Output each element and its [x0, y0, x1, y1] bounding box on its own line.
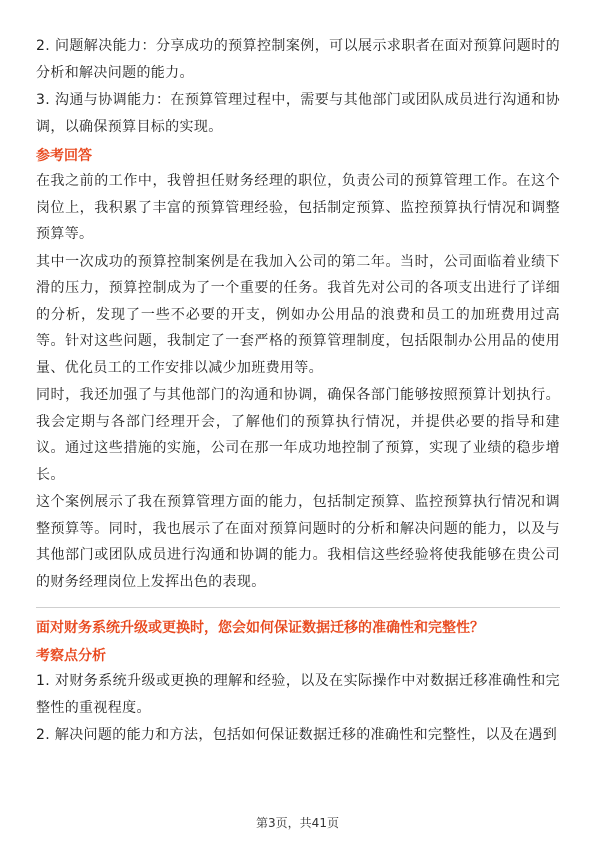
analysis-heading: 考察点分析	[36, 648, 106, 664]
answer-paragraph-1: 在我之前的工作中，我曾担任财务经理的职位，负责公司的预算管理工作。在这个岗位上，我积累了丰富的预算管理经验，包括制定预算、监控预算执行情况和调整预算等。	[36, 173, 560, 242]
intro-item-2: 2. 问题解决能力：分享成功的预算控制案例，可以展示求职者在面对预算问题时的分析和解决问题的能力。	[36, 38, 560, 81]
answer-paragraph-2: 其中一次成功的预算控制案例是在我加入公司的第二年。当时，公司面临着业绩下滑的压力，预算控制成为了一个重要的任务。我首先对公司的各项支出进行了详细的分析，发现了一些不必要的开支，例如办公用品的浪费和员工的加班费用过高等。针对这些问题，我制定了一套严格的预算管理制度，包括限制办公用品的使用量、优化员工的工作安排以减少加班费用等。	[36, 253, 560, 376]
page-number-footer: 第3页，共41页	[256, 816, 339, 830]
intro-item-3: 3. 沟通与协调能力：在预算管理过程中，需要与其他部门或团队成员进行沟通和协调，以确保预算目标的实现。	[36, 92, 560, 135]
answer-paragraph-4: 这个案例展示了我在预算管理方面的能力，包括制定预算、监控预算执行情况和调整预算等。同时，我也展示了在面对预算问题时的分析和解决问题的能力，以及与其他部门或团队成员进行沟通和协调的能力。我相信这些经验将使我能够在贵公司的财务经理岗位上发挥出色的表现。	[36, 494, 560, 590]
question-heading: 面对财务系统升级或更换时，您会如何保证数据迁移的准确性和完整性？	[36, 620, 484, 636]
page-content	[36, 33, 560, 750]
section-divider	[36, 607, 560, 608]
analysis-item-2: 2. 解决问题的能力和方法，包括如何保证数据迁移的准确性和完整性，以及在遇到	[36, 727, 558, 743]
answer-paragraph-3: 同时，我还加强了与其他部门的沟通和协调，确保各部门能够按照预算计划执行。我会定期与各部门经理开会，了解他们的预算执行情况，并提供必要的指导和建议。通过这些措施的实施，公司在那一年成功地控制了预算，实现了业绩的稳步增长。	[36, 387, 560, 483]
analysis-item-1: 1. 对财务系统升级或更换的理解和经验，以及在实际操作中对数据迁移准确性和完整性的重视程度。	[36, 673, 560, 716]
reference-answer-heading: 参考回答	[36, 148, 92, 164]
